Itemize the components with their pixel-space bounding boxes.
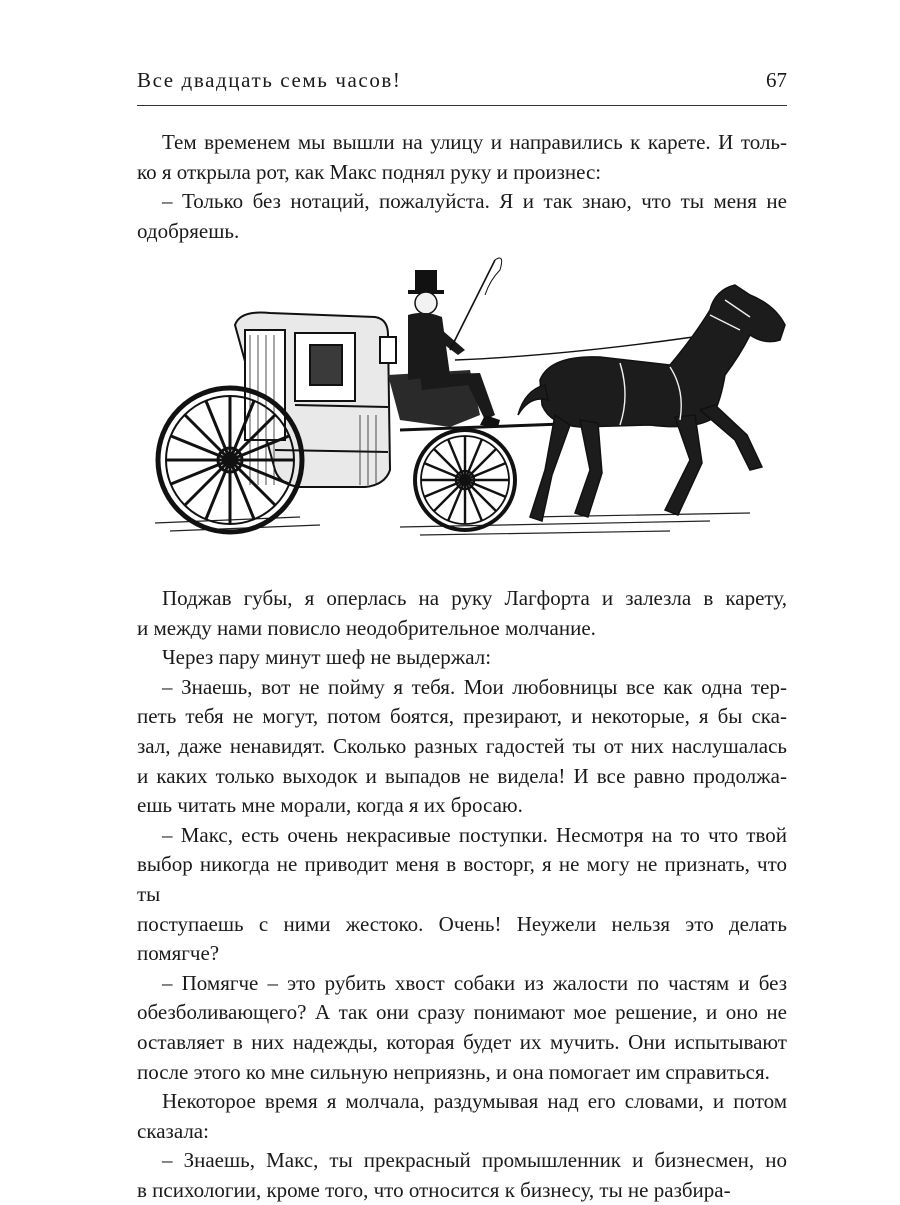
text-line: – Знаешь, вот не пойму я тебя. Мои любовницы все как одна тер- xyxy=(162,674,787,699)
paragraph xyxy=(137,1146,787,1205)
paragraph xyxy=(137,673,787,821)
text-line: петь тебя не могут, потом боятся, презирают, и некоторые, я бы ска- xyxy=(137,704,787,729)
text-line: – Только без нотаций, пожалуйста. Я и так знаю, что ты меня не xyxy=(162,189,787,214)
horse-carriage-engraving-icon xyxy=(150,255,790,555)
text-line: – Макс, есть очень некрасивые поступки. Несмотря на то что твой xyxy=(162,822,787,847)
text-line: – Помягче – это рубить хвост собаки из жалости по частям и без xyxy=(162,970,787,995)
paragraph xyxy=(137,584,787,643)
header-rule xyxy=(137,105,787,106)
text-line: – Знаешь, Макс, ты прекрасный промышленник и бизнесмен, но xyxy=(162,1148,787,1173)
text-line: Тем временем мы вышли на улицу и направились к карете. И толь- xyxy=(162,130,787,154)
text-line: обезболивающего? А так они сразу понимают мое решение, и оно не xyxy=(137,1000,787,1025)
page-number: 67 xyxy=(766,68,787,92)
paragraph xyxy=(137,128,787,187)
text-line: ешь читать мне морали, когда я их бросаю. xyxy=(137,793,523,818)
text-line: Поджав губы, я оперлась на руку Лагфорта и залезла в карету, xyxy=(162,586,787,610)
text-line: зал, даже ненавидят. Сколько разных гадостей ты от них наслушалась xyxy=(137,733,787,758)
running-header xyxy=(137,68,787,98)
running-title: Все двадцать семь часов! xyxy=(137,68,402,92)
paragraph xyxy=(137,969,787,1087)
paragraph xyxy=(137,821,787,969)
text-line: Некоторое время я молчала, раздумывая над его словами, и потом xyxy=(162,1089,787,1114)
text-line: после этого ко мне сильную неприязнь, и она помогает им справиться. xyxy=(137,1059,770,1084)
text-block-bottom xyxy=(137,584,787,1205)
text-line: поступаешь с ними жестоко. Очень! Неужели нельзя это делать помягче? xyxy=(137,911,787,966)
paragraph xyxy=(137,643,787,673)
text-line: и между нами повисло неодобрительное молчание. xyxy=(137,615,596,640)
text-block-top xyxy=(137,128,787,246)
text-line: одобряешь. xyxy=(137,218,240,243)
text-line: выбор никогда не приводит меня в восторг, я не могу не признать, что ты xyxy=(137,852,787,906)
text-line: ко я открыла рот, как Макс поднял руку и произнес: xyxy=(137,159,602,184)
text-line: и каких только выходок и выпадов не видела! И все равно продолжа- xyxy=(137,763,787,788)
text-line: Через пару минут шеф не выдержал: xyxy=(162,645,492,670)
text-line: сказала: xyxy=(137,1118,209,1143)
paragraph xyxy=(137,1087,787,1146)
text-line: оставляет в них надежды, которая будет их мучить. Они испытывают xyxy=(137,1029,787,1054)
text-line: в психологии, кроме того, что относится к бизнесу, ты не разбира- xyxy=(137,1177,731,1202)
paragraph xyxy=(137,187,787,246)
